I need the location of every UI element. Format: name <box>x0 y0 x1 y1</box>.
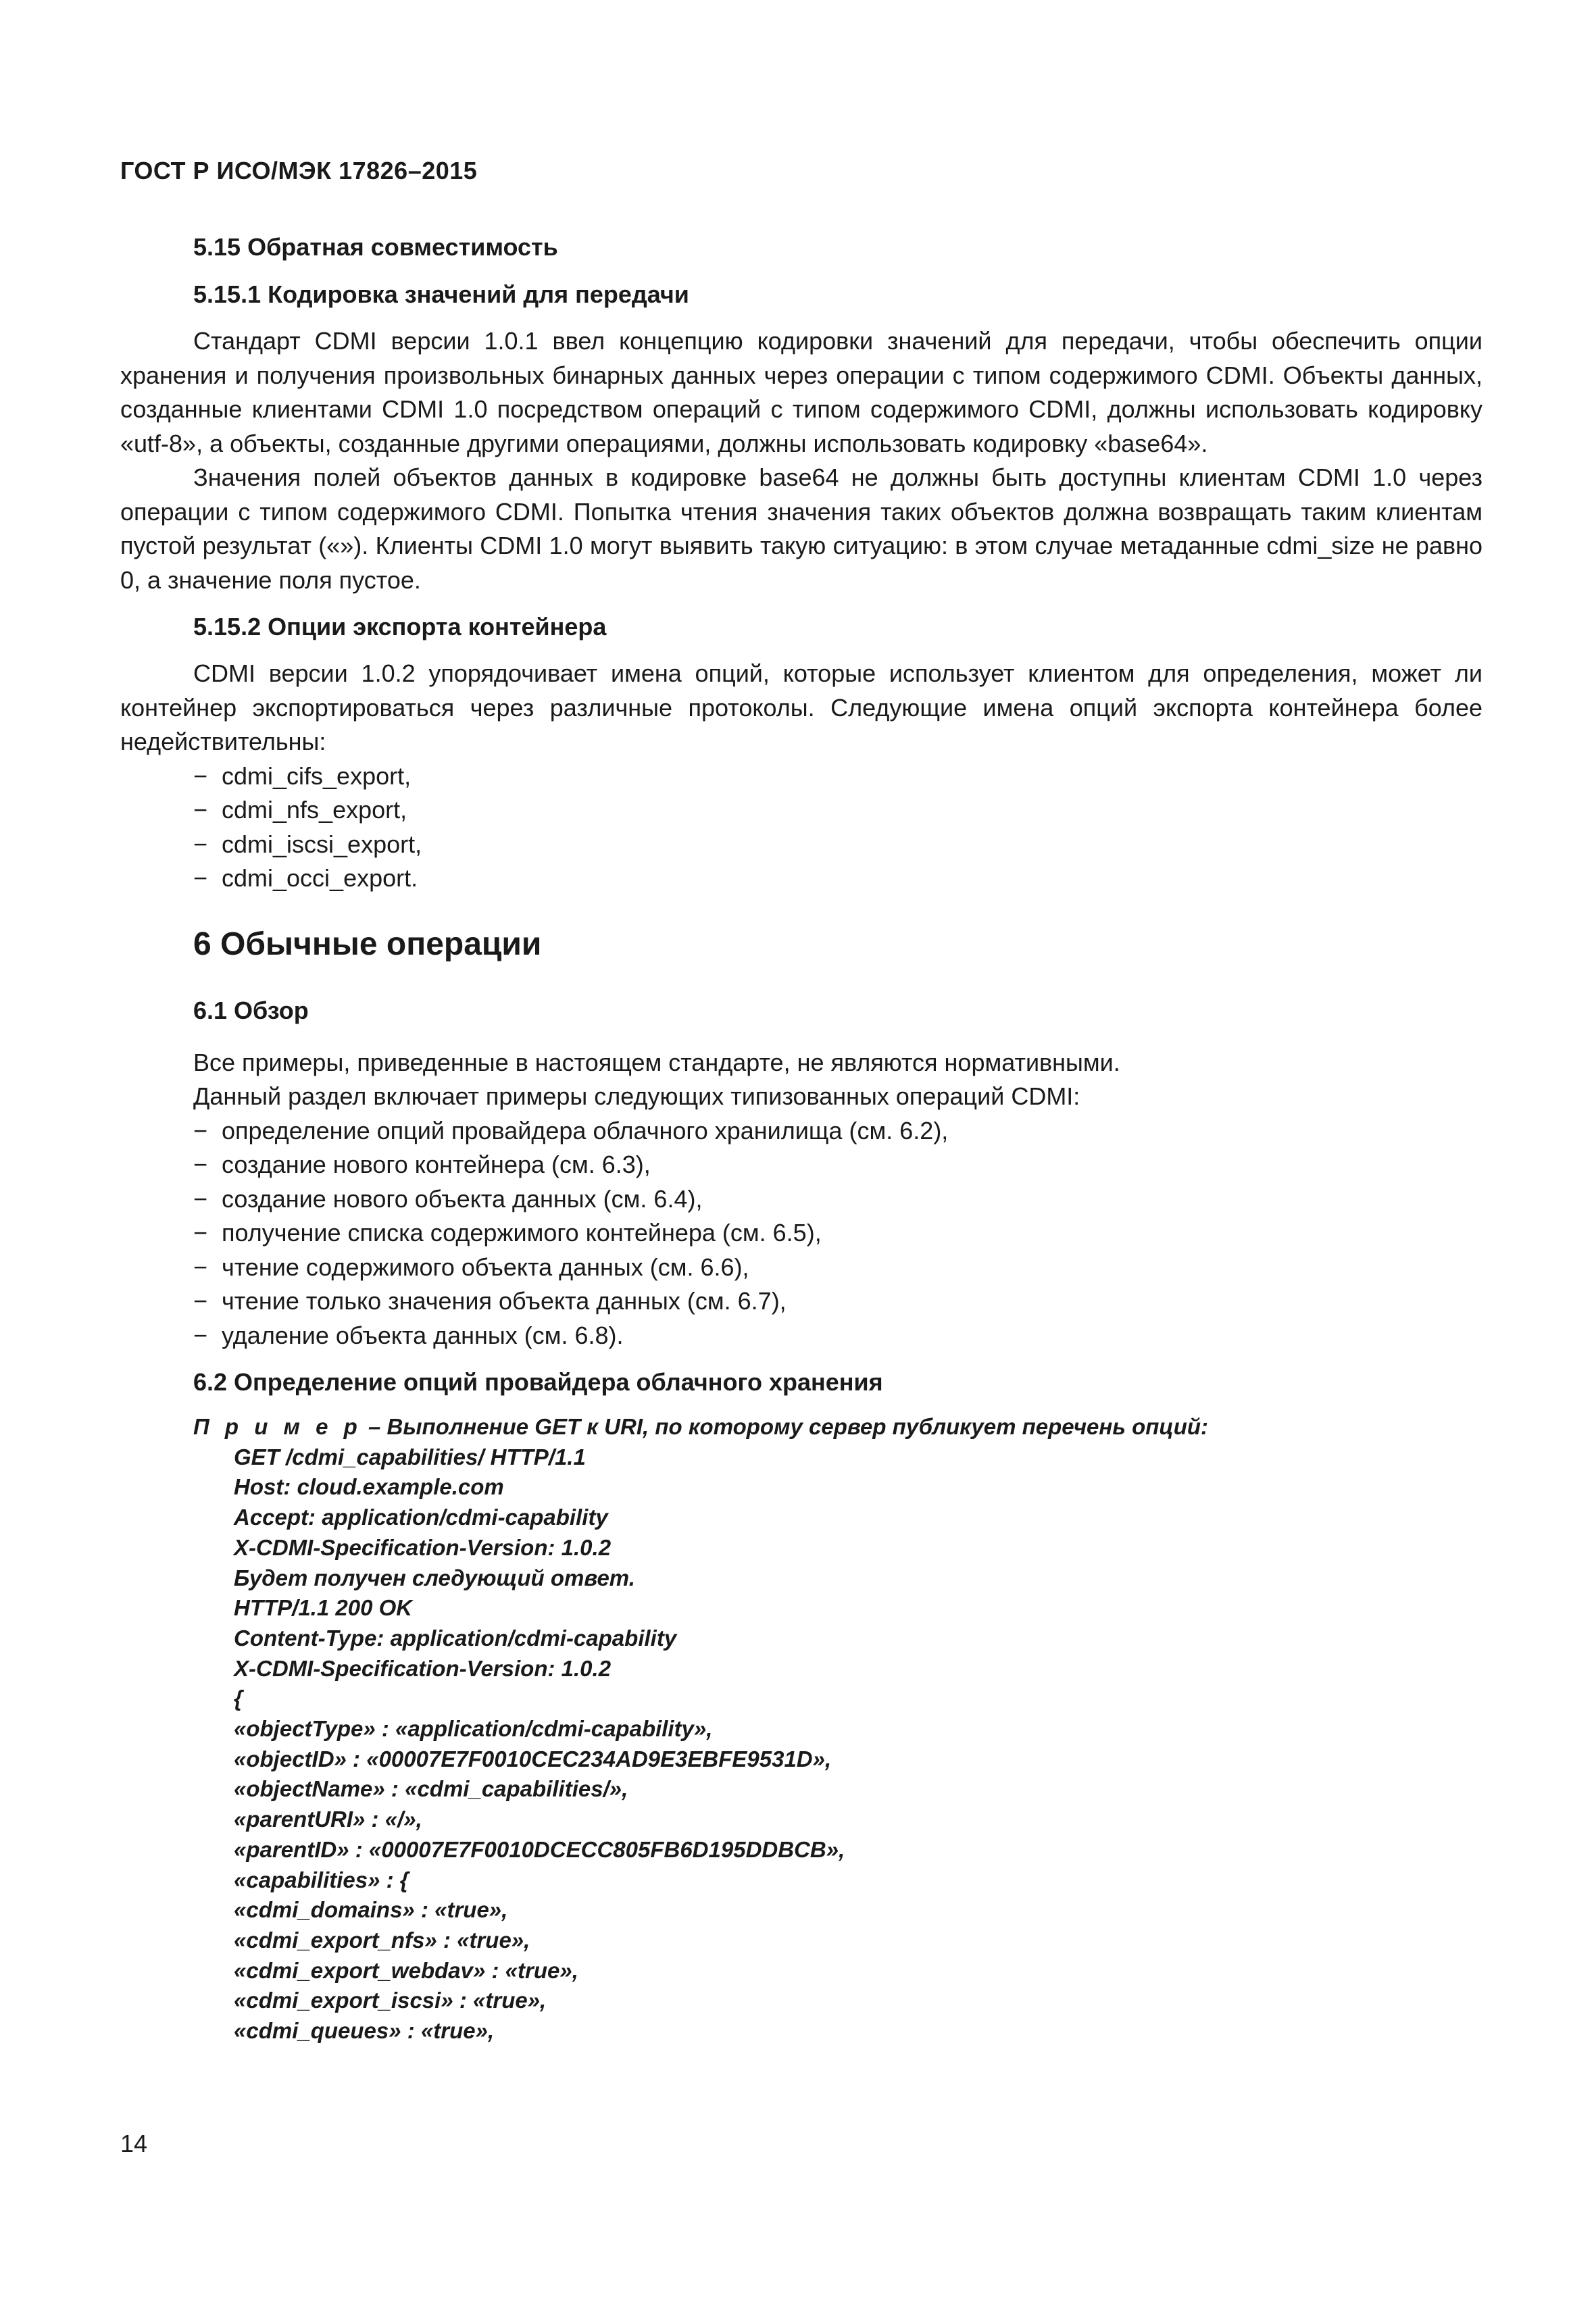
code-line: Будет получен следующий ответ. <box>234 1565 635 1590</box>
paragraph-5-15-1-a: Стандарт CDMI версии 1.0.1 ввел концепцию кодировки значений для передачи, чтобы обеспечить опции хранения и получения произвольных бинарных данных через операции с типом содержимого CDMI. Объекты данных, созданные клиентами CDMI 1.0 посредством операций с типом содержимого CDMI, должны использовать кодировку «utf-8», а объекты, созданные другими операциями, должны использовать кодировку «base64». <box>120 327 1482 457</box>
example-label: П р и м е р <box>193 1414 362 1439</box>
page-number: 14 <box>120 2130 148 2157</box>
page-content <box>120 230 1482 2046</box>
code-line: Content-Type: application/cdmi-capability <box>234 1625 677 1651</box>
code-line: «objectType» : «application/cdmi-capability», <box>234 1716 713 1742</box>
overview-line-1: Все примеры, приведенные в настоящем стандарте, не являются нормативными. <box>193 1048 1120 1076</box>
code-line: «cdmi_queues» : «true», <box>234 2018 495 2044</box>
overview-line-2: Данный раздел включает примеры следующих типизованных операций CDMI: <box>193 1082 1080 1110</box>
section-heading-5-15-2: 5.15.2 Опции экспорта контейнера <box>193 613 607 640</box>
code-line: «cdmi_export_webdav» : «true», <box>234 1957 578 1983</box>
code-line: «capabilities» : { <box>234 1867 409 1892</box>
section-heading-6: 6 Обычные операции <box>193 926 542 962</box>
list-item: − получение списка содержимого контейнера (см. 6.5), <box>193 1219 822 1247</box>
example-title: П р и м е р – Выполнение GET к URI, по которому сервер публикует перечень опций: <box>193 1414 1209 1439</box>
list-item: − определение опций провайдера облачного хранилища (см. 6.2), <box>193 1116 949 1145</box>
paragraph-5-15-1-b: Значения полей объектов данных в кодировке base64 не должны быть доступны клиентам CDMI 1.0 через операции с типом содержимого CDMI. Попытка чтения значения таких объектов должна возвращать таким клиентам пустой результат («»). Клиенты CDMI 1.0 могут выявить такую ситуацию: в этом случае метаданные cdmi_size не равно 0, а значение поля пустое. <box>120 463 1482 594</box>
list-item: − cdmi_iscsi_export, <box>193 830 422 858</box>
operations-list <box>193 1114 1482 1353</box>
list-item: − cdmi_cifs_export, <box>193 761 412 790</box>
export-options-list <box>193 759 1482 896</box>
list-item: − чтение только значения объекта данных (см. 6.7), <box>193 1287 787 1315</box>
list-item: − cdmi_nfs_export, <box>193 796 407 824</box>
list-item: − cdmi_occi_export. <box>193 864 418 892</box>
code-line: Host: cloud.example.com <box>234 1474 504 1500</box>
code-line: X-CDMI-Specification-Version: 1.0.2 <box>234 1655 612 1681</box>
code-line: «parentID» : «00007E7F0010DCECC805FB6D195DDBCB», <box>234 1836 845 1862</box>
section-heading-5-15: 5.15 Обратная совместимость <box>193 233 558 261</box>
code-line: «cdmi_domains» : «true», <box>234 1897 508 1923</box>
example-block <box>120 1412 1482 2046</box>
code-line: { <box>234 1686 243 1711</box>
section-heading-5-15-1: 5.15.1 Кодировка значений для передачи <box>193 280 689 308</box>
list-item: − чтение содержимого объекта данных (см. 6.6), <box>193 1253 749 1281</box>
code-line: «cdmi_export_nfs» : «true», <box>234 1927 530 1953</box>
code-line: «objectName» : «cdmi_capabilities/», <box>234 1776 628 1802</box>
code-line: «parentURI» : «/», <box>234 1807 422 1832</box>
code-line: X-CDMI-Specification-Version: 1.0.2 <box>234 1534 612 1560</box>
code-line: GET /cdmi_capabilities/ HTTP/1.1 <box>234 1444 586 1469</box>
document-header: ГОСТ Р ИСО/МЭК 17826–2015 <box>120 157 478 184</box>
list-item: − удаление объекта данных (см. 6.8). <box>193 1321 624 1349</box>
section-heading-6-1: 6.1 Обзор <box>193 996 309 1024</box>
code-line: HTTP/1.1 200 OK <box>234 1595 413 1621</box>
code-line: «cdmi_export_iscsi» : «true», <box>234 1988 547 2013</box>
code-line: Accept: application/cdmi-capability <box>234 1505 608 1530</box>
section-heading-6-2: 6.2 Определение опций провайдера облачного хранения <box>193 1368 883 1396</box>
list-item: − создание нового объекта данных (см. 6.4), <box>193 1184 703 1213</box>
code-line: «objectID» : «00007E7F0010CEC234AD9E3EBFE9531D», <box>234 1746 832 1771</box>
paragraph-5-15-2: CDMI версии 1.0.2 упорядочивает имена опций, которые использует клиентом для определения, может ли контейнер экспортироваться через различные протоколы. Следующие имена опций экспорта контейнера более недействительны: <box>120 659 1482 755</box>
list-item: − создание нового контейнера (см. 6.3), <box>193 1151 651 1178</box>
